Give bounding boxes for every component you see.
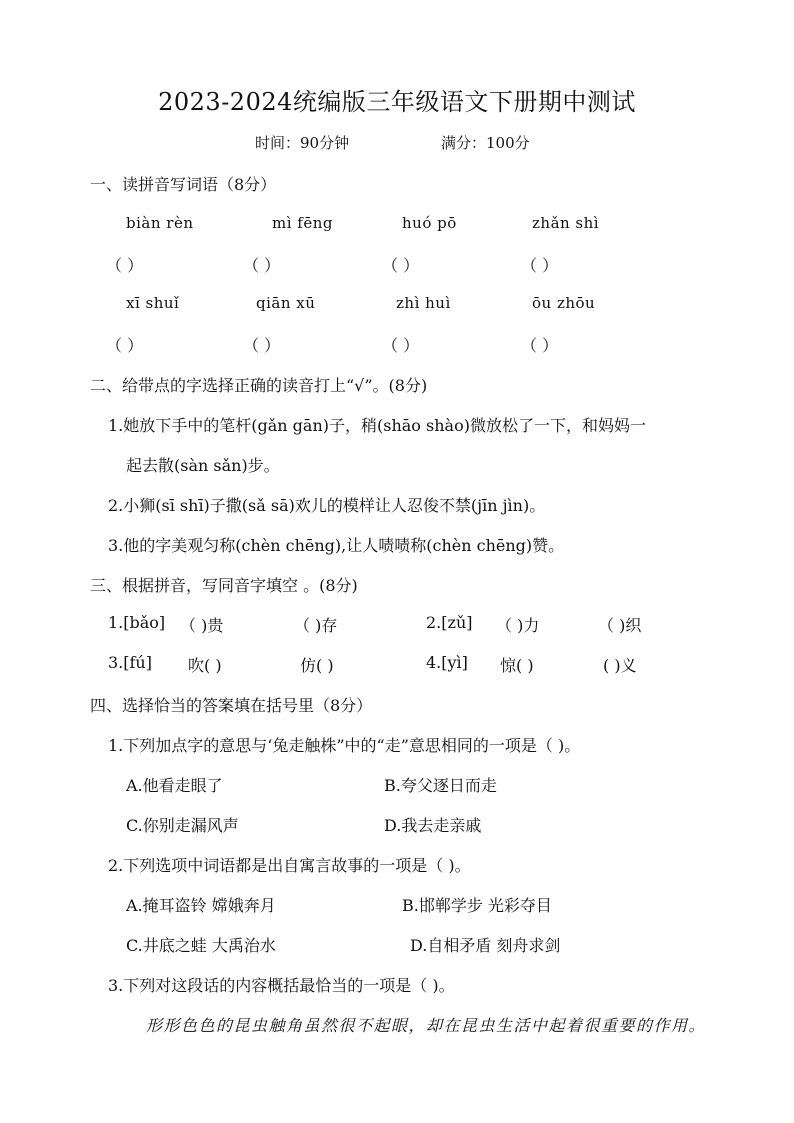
s3-blank-5[interactable]: 吹( ) [188, 656, 222, 675]
s3-label-4: 4.[yì] [426, 653, 468, 672]
pinyin-5: xī shuǐ [126, 294, 180, 312]
s4-q1-option-a: A.他看走眼了 [126, 776, 223, 795]
page-title: 2023-2024统编版三年级语文下册期中测试 [158, 88, 636, 116]
section-2-item-1-cont: 起去散(sàn sǎn)步。 [126, 456, 280, 475]
pinyin-3: huó pō [402, 214, 457, 232]
s4-question-1: 1.下列加点字的意思与‘兔走触株”中的“走”意思相同的一项是（ )。 [108, 736, 581, 755]
answer-blank-6[interactable]: （ ） [243, 336, 281, 355]
answer-blank-3[interactable]: （ ） [382, 256, 420, 275]
s4-q1-option-d: D.我去走亲戚 [384, 816, 482, 835]
answer-blank-8[interactable]: （ ） [521, 336, 559, 355]
s3-blank-3[interactable]: （ )力 [496, 616, 540, 635]
section-2-item-3: 3.他的字美观匀称(chèn chēng),让人啧啧称(chèn chēng)赞。 [108, 536, 565, 555]
s3-label-2: 2.[zǔ] [426, 613, 473, 632]
reading-passage: 形形色色的昆虫触角虽然很不起眼，却在昆虫生活中起着很重要的作用。 [146, 1016, 707, 1035]
section-4-heading: 四、选择恰当的答案填在括号里（8分） [90, 696, 373, 715]
answer-blank-1[interactable]: （ ） [106, 256, 144, 275]
pinyin-7: zhì huì [396, 294, 451, 312]
s3-label-1: 1.[bǎo] [108, 613, 166, 632]
s3-blank-1[interactable]: （ )贵 [180, 616, 224, 635]
s4-q1-option-b: B.夸父逐日而走 [384, 776, 497, 795]
pinyin-4: zhǎn shì [532, 214, 600, 232]
section-3-heading: 三、根据拼音，写同音字填空 。(8分) [90, 576, 358, 595]
pinyin-1: biàn rèn [126, 214, 194, 232]
time-limit: 时间：90分钟 [255, 134, 350, 152]
s4-q1-option-c: C.你别走漏风声 [126, 816, 239, 835]
section-2-item-1: 1.她放下手中的笔杆(gǎn gān)子，稍(shāo shào)微放松了一下，和妈妈一 [108, 416, 646, 435]
s3-blank-7[interactable]: 惊( ) [500, 656, 534, 675]
answer-blank-7[interactable]: （ ） [382, 336, 420, 355]
answer-blank-5[interactable]: （ ） [106, 336, 144, 355]
total-score: 满分：100分 [441, 134, 530, 152]
s4-q2-option-c: C.井底之蛙 大禹治水 [126, 936, 276, 955]
pinyin-2: mì fēng [272, 214, 333, 232]
s3-blank-2[interactable]: （ )存 [294, 616, 338, 635]
section-2-item-2: 2.小狮(sī shī)子撒(sǎ sā)欢儿的模样让人忍俊不禁(jīn jìn)。 [108, 496, 546, 515]
s3-label-3: 3.[fú] [108, 653, 152, 672]
answer-blank-2[interactable]: （ ） [243, 256, 281, 275]
s4-question-2: 2.下列选项中词语都是出自寓言故事的一项是（ )。 [108, 856, 471, 875]
section-2-heading: 二、给带点的字选择正确的读音打上“√”。(8分) [90, 376, 428, 395]
section-1-heading: 一、读拼音写词语（8分） [90, 175, 277, 194]
s4-question-3: 3.下列对这段话的内容概括最恰当的一项是（ )。 [108, 976, 455, 995]
pinyin-8: ōu zhōu [532, 294, 596, 312]
s3-blank-6[interactable]: 仿( ) [300, 656, 334, 675]
s3-blank-8[interactable]: ( )义 [603, 656, 637, 675]
s4-q2-option-b: B.邯郸学步 光彩夺目 [402, 896, 552, 915]
s3-blank-4[interactable]: （ )织 [598, 616, 642, 635]
pinyin-6: qiān xū [256, 294, 316, 312]
answer-blank-4[interactable]: （ ） [521, 256, 559, 275]
s4-q2-option-a: A.掩耳盗铃 嫦娥奔月 [126, 896, 276, 915]
s4-q2-option-d: D.自相矛盾 刻舟求剑 [410, 936, 561, 955]
